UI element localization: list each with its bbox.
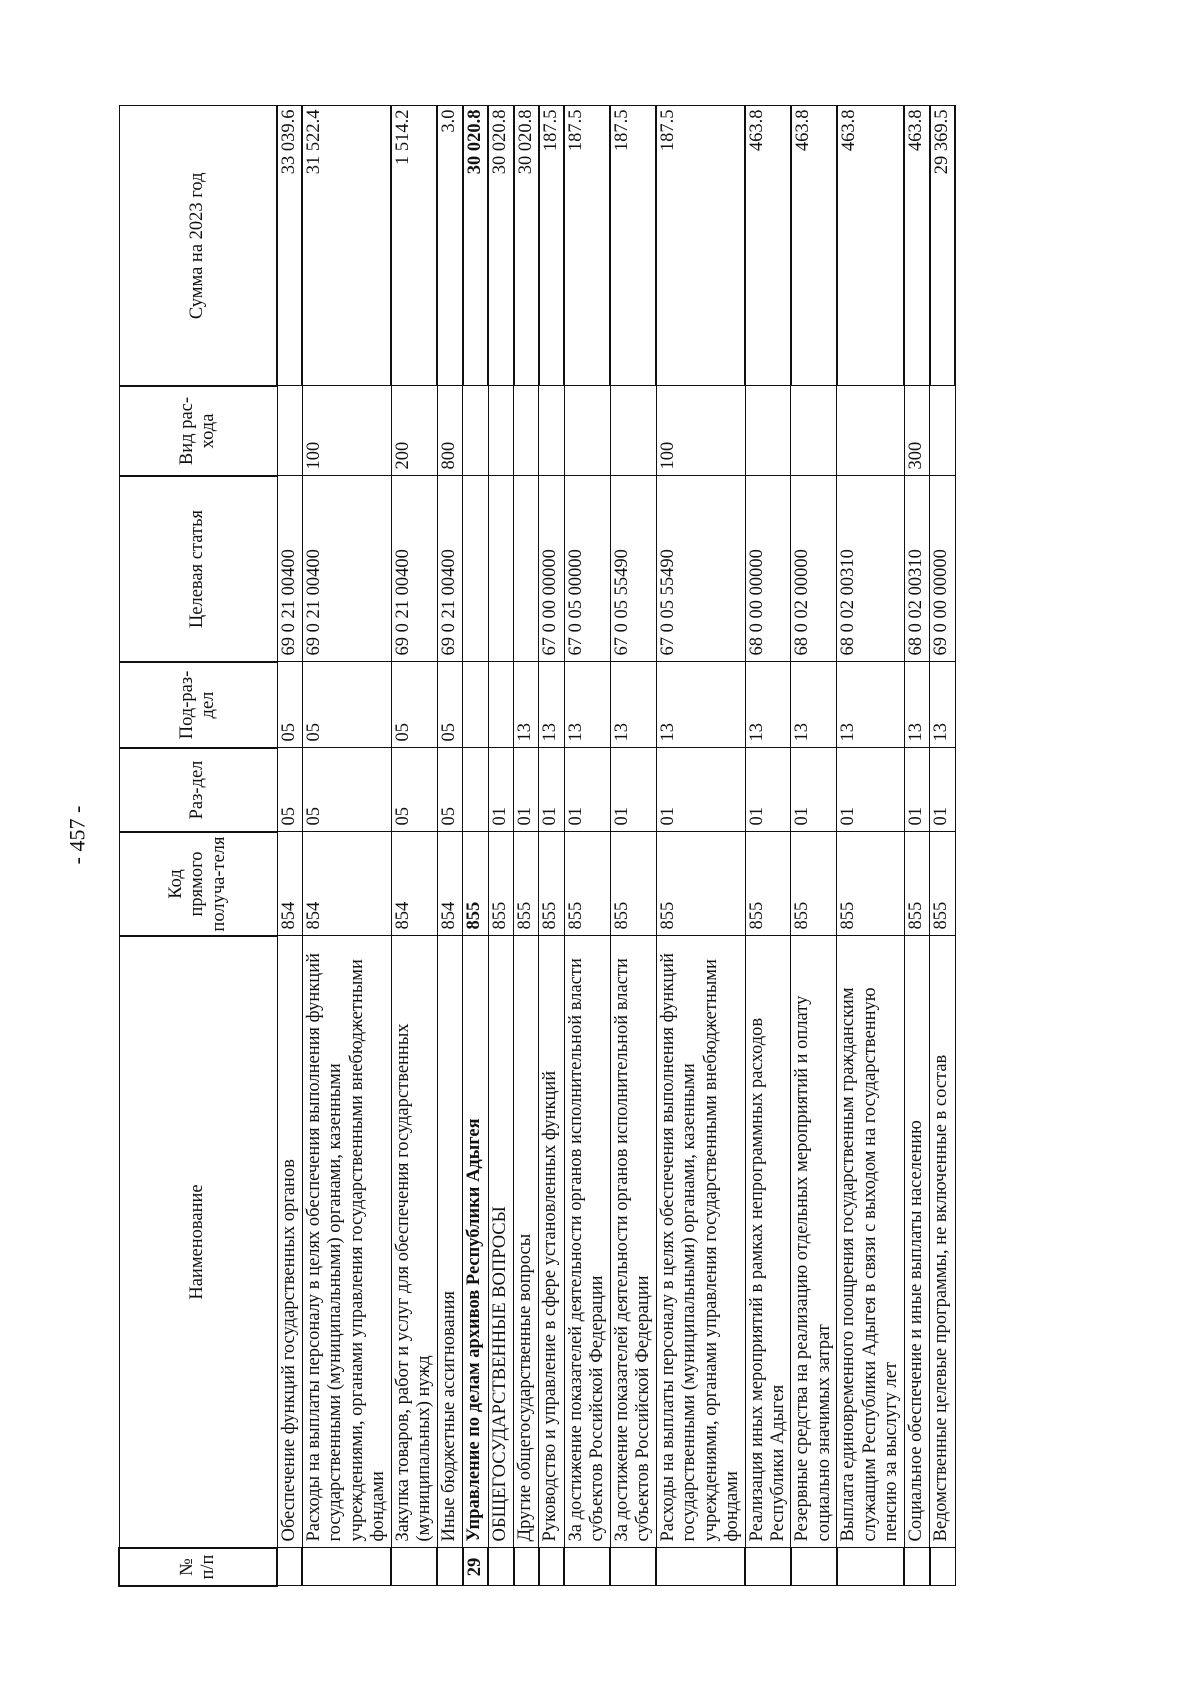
cell-amount: 187.5 [656,106,745,386]
cell-amount: 463.8 [837,106,904,386]
cell-target-article: 67 0 00 00000 [539,476,564,662]
cell-num [391,1548,437,1586]
cell-name: ОБЩЕГОСУДАРСТВЕННЫЕ ВОПРОСЫ [488,936,513,1548]
budget-table [118,106,956,1588]
cell-subsection: 13 [564,662,610,748]
cell-num [791,1548,837,1586]
cell-target-article [463,476,488,662]
cell-section [463,748,488,832]
cell-num [610,1548,656,1586]
table-row [391,106,437,1586]
cell-name: Выплата единовременного поощрения государственным гражданским служащим Республики Адыгея в связи с выходом на государственную пенсию за выслугу лет [837,936,904,1548]
cell-expense-type: 800 [437,386,462,476]
cell-num [277,1548,302,1586]
cell-name: Расходы на выплаты персоналу в целях обеспечения выполнения функций государственными (муниципальными) органами, казенными учреждениями, органами управления государственными внебюджетными фондами [302,936,391,1548]
header-recipient-code: Код прямого получа-теля [119,832,277,936]
cell-subsection: 13 [930,662,955,748]
cell-subsection: 05 [391,662,437,748]
table-row [463,106,488,1586]
cell-target-article: 67 0 05 00000 [564,476,610,662]
table-row [930,106,955,1586]
cell-target-article [488,476,513,662]
cell-section: 01 [514,748,539,832]
cell-amount: 463.8 [791,106,837,386]
cell-amount: 33 039.6 [277,106,302,386]
header-name: Наименование [119,936,277,1548]
cell-recipient-code: 854 [437,832,462,936]
cell-target-article: 69 0 21 00400 [302,476,391,662]
cell-subsection: 13 [745,662,791,748]
cell-num [930,1548,955,1586]
table-body [277,106,955,1586]
cell-target-article: 68 0 02 00310 [904,476,929,662]
cell-amount: 1 514.2 [391,106,437,386]
cell-recipient-code: 854 [302,832,391,936]
cell-num [302,1548,391,1586]
cell-expense-type [837,386,904,476]
cell-expense-type: 100 [656,386,745,476]
cell-name: Реализация иных мероприятий в рамках непрограммных расходов Республики Адыгея [745,936,791,1548]
header-subsection: Под-раз-дел [119,662,277,748]
page-number [62,800,92,870]
cell-section: 01 [904,748,929,832]
cell-recipient-code: 855 [930,832,955,936]
cell-num [514,1548,539,1586]
cell-section: 05 [302,748,391,832]
page-number-text: - 457 - [64,805,89,865]
cell-target-article: 69 0 00 00000 [930,476,955,662]
cell-amount: 30 020.8 [488,106,513,386]
cell-subsection: 05 [302,662,391,748]
header-row [119,106,277,1586]
table-row [437,106,462,1586]
cell-num [437,1548,462,1586]
cell-amount: 187.5 [539,106,564,386]
header-target-article: Целевая статья [119,476,277,662]
cell-target-article: 69 0 21 00400 [437,476,462,662]
cell-subsection [488,662,513,748]
table-row [904,106,929,1586]
table-row [837,106,904,1586]
header-expense-type: Вид рас-хода [119,386,277,476]
cell-section: 05 [437,748,462,832]
cell-amount: 30 020.8 [463,106,488,386]
cell-target-article: 69 0 21 00400 [277,476,302,662]
cell-recipient-code: 855 [564,832,610,936]
cell-section: 01 [656,748,745,832]
table-row [745,106,791,1586]
cell-recipient-code: 855 [610,832,656,936]
cell-name: Расходы на выплаты персоналу в целях обеспечения выполнения функций государственными (муниципальными) органами, казенными учреждениями, органами управления государственными внебюджетными фондами [656,936,745,1548]
cell-expense-type [791,386,837,476]
cell-recipient-code: 855 [463,832,488,936]
cell-recipient-code: 855 [837,832,904,936]
table-row [564,106,610,1586]
cell-subsection: 05 [277,662,302,748]
cell-amount: 187.5 [564,106,610,386]
table-row [302,106,391,1586]
cell-section: 01 [610,748,656,832]
cell-recipient-code: 854 [391,832,437,936]
cell-name: За достижение показателей деятельности органов исполнительной власти субъектов Российской Федерации [564,936,610,1548]
cell-num: 29 [463,1548,488,1586]
cell-expense-type: 300 [904,386,929,476]
cell-subsection: 13 [904,662,929,748]
cell-expense-type [610,386,656,476]
cell-recipient-code: 855 [791,832,837,936]
cell-amount: 31 522.4 [302,106,391,386]
cell-expense-type: 100 [302,386,391,476]
cell-amount: 3.0 [437,106,462,386]
cell-name: Руководство и управление в сфере установленных функций [539,936,564,1548]
cell-expense-type [514,386,539,476]
table-row [656,106,745,1586]
cell-section: 01 [488,748,513,832]
cell-section: 01 [837,748,904,832]
table-row [610,106,656,1586]
cell-num [745,1548,791,1586]
cell-subsection: 13 [791,662,837,748]
cell-subsection: 13 [514,662,539,748]
cell-subsection: 13 [656,662,745,748]
cell-expense-type [930,386,955,476]
cell-target-article: 69 0 21 00400 [391,476,437,662]
cell-section: 01 [930,748,955,832]
header-amount-2023: Сумма на 2023 год [119,106,277,386]
cell-section: 01 [564,748,610,832]
cell-section: 01 [745,748,791,832]
cell-name: Обеспечение функций государственных органов [277,936,302,1548]
budget-table-container [118,107,1053,1587]
cell-expense-type [488,386,513,476]
cell-expense-type [539,386,564,476]
cell-recipient-code: 855 [904,832,929,936]
table-row [277,106,302,1586]
cell-expense-type [564,386,610,476]
cell-subsection [463,662,488,748]
cell-name: Иные бюджетные ассигнования [437,936,462,1548]
cell-recipient-code: 855 [539,832,564,936]
cell-recipient-code: 854 [277,832,302,936]
cell-target-article: 68 0 02 00000 [791,476,837,662]
cell-num [837,1548,904,1586]
cell-name: Ведомственные целевые программы, не включенные в состав [930,936,955,1548]
cell-recipient-code: 855 [488,832,513,936]
cell-num [488,1548,513,1586]
cell-num [539,1548,564,1586]
cell-name: За достижение показателей деятельности органов исполнительной власти субъектов Российской Федерации [610,936,656,1548]
cell-amount: 187.5 [610,106,656,386]
cell-name: Управление по делам архивов Республики Адыгея [463,936,488,1548]
cell-target-article [514,476,539,662]
cell-section: 01 [791,748,837,832]
cell-recipient-code: 855 [656,832,745,936]
cell-subsection: 13 [539,662,564,748]
cell-name: Резервные средства на реализацию отдельных мероприятий и оплату социально значимых затрат [791,936,837,1548]
cell-expense-type [463,386,488,476]
header-section: Раз-дел [119,748,277,832]
cell-expense-type [277,386,302,476]
cell-amount: 29 369.5 [930,106,955,386]
cell-name: Другие общегосударственные вопросы [514,936,539,1548]
cell-subsection: 13 [837,662,904,748]
cell-section: 01 [539,748,564,832]
cell-target-article: 67 0 05 55490 [656,476,745,662]
table-row [791,106,837,1586]
cell-section: 05 [277,748,302,832]
cell-amount: 463.8 [904,106,929,386]
cell-subsection: 13 [610,662,656,748]
cell-num [564,1548,610,1586]
cell-num [904,1548,929,1586]
cell-target-article: 68 0 00 00000 [745,476,791,662]
cell-target-article: 68 0 02 00310 [837,476,904,662]
cell-name: Социальное обеспечение и иные выплаты населению [904,936,929,1548]
cell-amount: 30 020.8 [514,106,539,386]
header-num: № п/п [119,1548,277,1586]
cell-expense-type: 200 [391,386,437,476]
cell-recipient-code: 855 [514,832,539,936]
cell-subsection: 05 [437,662,462,748]
table-row [539,106,564,1586]
cell-name: Закупка товаров, работ и услуг для обеспечения государственных (муниципальных) нужд [391,936,437,1548]
cell-section: 05 [391,748,437,832]
table-row [488,106,513,1586]
cell-amount: 463.8 [745,106,791,386]
table-row [514,106,539,1586]
cell-recipient-code: 855 [745,832,791,936]
cell-target-article: 67 0 05 55490 [610,476,656,662]
cell-num [656,1548,745,1586]
cell-expense-type [745,386,791,476]
